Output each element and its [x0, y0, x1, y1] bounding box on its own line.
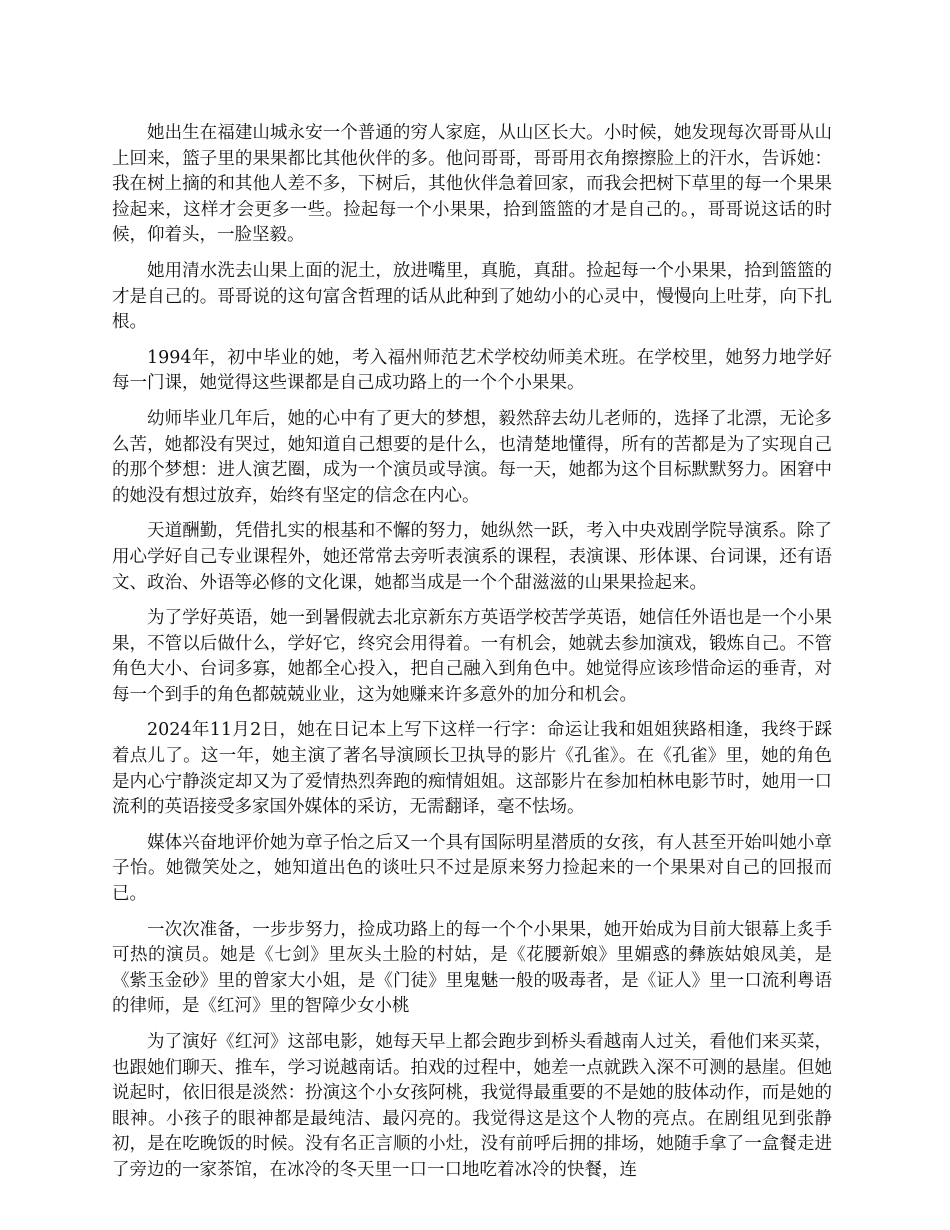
paragraph-6: 为了学好英语，她一到暑假就去北京新东方英语学校苦学英语，她信任外语也是一个小果果，不管以后做什么，学好它，终究会用得着。一有机会，她就去参加演戏，锻炼自己。不管角色大小、台词多寡，她都全心投入，把自己融入到角色中。她觉得应该珍惜命运的垂青，对每一个到手的角色都兢兢业业，这为她赚来许多意外的加分和机会。	[112, 608, 832, 705]
paragraph-10: 为了演好《红河》这部电影，她每天早上都会跑步到桥头看越南人过关，看他们来买菜，也跟她们聊天、推车，学习说越南话。拍戏的过程中，她差一点就跌入深不可测的悬崖。但她说起时，依旧很是淡然：扮演这个小女孩阿桃，我觉得最重要的不是她的肢体动作，而是她的眼神。小孩子的眼神都是最纯洁、最闪亮的。我觉得这是这个人物的亮点。在剧组见到张静初，是在吃晚饭的时候。没有名正言顺的小灶，没有前呼后拥的排场，她随手拿了一盒餐走进了旁边的一家茶馆，在冰冷的冬天里一口一口地吃着冰冷的快餐，连	[112, 1032, 832, 1180]
paragraph-7: 2024年11月2日，她在日记本上写下这样一行字：命运让我和姐姐狭路相逢，我终于踩着点儿了。这一年，她主演了著名导演顾长卫执导的影片《孔雀》。在《孔雀》里，她的角色是内心宁静淡定却又为了爱情热烈奔跑的痴情姐姐。这部影片在参加柏林电影节时，她用一口流利的英语接受多家国外媒体的采访，无需翻译，毫不怯场。	[112, 720, 832, 818]
paragraph-8: 媒体兴奋地评价她为章子怡之后又一个具有国际明星潜质的女孩，有人甚至开始叫她小章子怡。她微笑处之，她知道出色的谈吐只不过是原来努力捡起来的一个果果对自己的回报而已。	[112, 832, 832, 905]
paragraph-5: 天道酬勤，凭借扎实的根基和不懈的努力，她纵然一跃，考入中央戏剧学院导演系。除了用心学好自己专业课程外，她还常常去旁听表演系的课程，表演课、形体课、台词课，还有语文、政治、外语等必修的文化课，她都当成是一个个甜滋滋的山果果捡起来。	[112, 521, 832, 593]
paragraph-9: 一次次准备，一步步努力，捡成功路上的每一个个小果果，她开始成为目前大银幕上炙手可热的演员。她是《七剑》里灰头土脸的村姑，是《花腰新娘》里媚惑的彝族姑娘凤美，是《紫玉金砂》里的曾家大小姐，是《门徒》里鬼魅一般的吸毒者，是《证人》里一口流利粤语的律师，是《红河》里的智障少女小桃	[112, 919, 832, 1017]
paragraph-4: 幼师毕业几年后，她的心中有了更大的梦想，毅然辞去幼儿老师的，选择了北漂，无论多么苦，她都没有哭过，她知道自己想要的是什么，也清楚地懂得，所有的苦都是为了实现自己的那个梦想：进人演艺圈，成为一个演员或导演。每一天，她都为这个目标默默努力。困窘中的她没有想过放弃，始终有坚定的信念在内心。	[112, 408, 832, 506]
paragraph-1: 她出生在福建山城永安一个普通的穷人家庭，从山区长大。小时候，她发现每次哥哥从山上回来，篮子里的果果都比其他伙伴的多。他问哥哥，哥哥用衣角擦擦脸上的汗水，告诉她：我在树上摘的和其他人差不多，下树后，其他伙伴急着回家，而我会把树下草里的每一个果果捡起来，这样才会更多一些。捡起每一个小果果，拾到篮篮的才是自己的。，哥哥说这话的时候，仰着头，一脸坚毅。	[112, 123, 832, 246]
paragraph-3: 1994年，初中毕业的她，考入福州师范艺术学校幼师美术班。在学校里，她努力地学好每一门课，她觉得这些课都是自己成功路上的一个个小果果。	[112, 347, 832, 394]
document-body	[112, 121, 832, 1194]
paragraph-2: 她用清水洗去山果上面的泥土，放进嘴里，真脆，真甜。捡起每一个小果果，拾到篮篮的才是自己的。哥哥说的这句富含哲理的话从此种到了她幼小的心灵中，慢慢向上吐芽，向下扎根。	[112, 260, 832, 333]
